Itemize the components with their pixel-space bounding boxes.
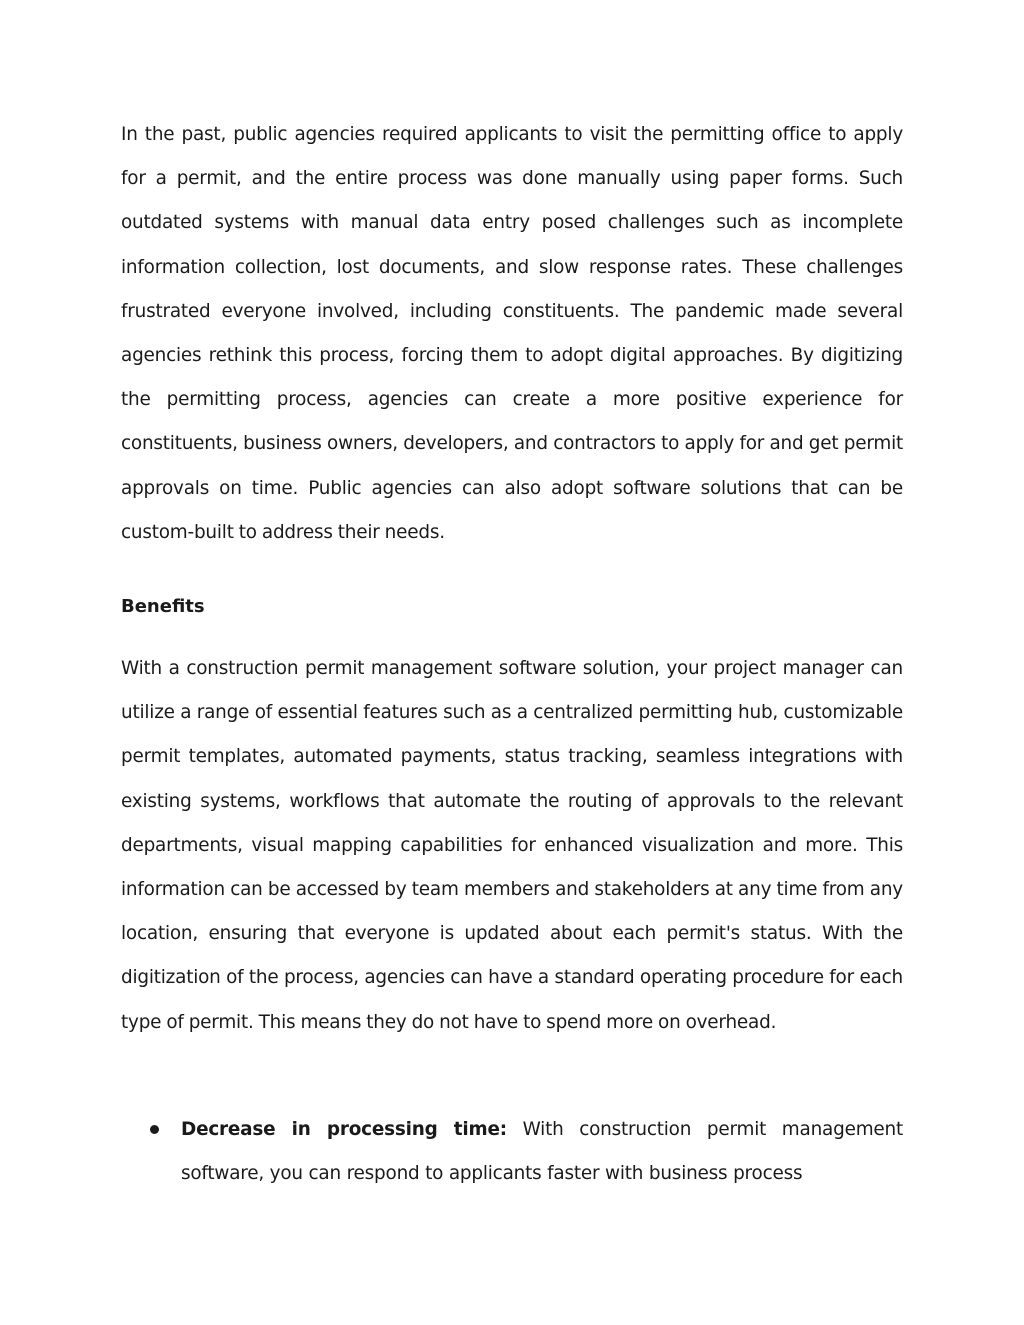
bullet-title: Decrease in processing time: bbox=[181, 1119, 507, 1140]
bullet-text: With construction permit management software, you can respond to applicants faster with business process bbox=[181, 1119, 903, 1185]
benefits-bullet-list bbox=[121, 1108, 903, 1196]
benefits-paragraph: With a construction permit management software solution, your project manager can utilize a range of essential features such as a centralized permitting hub, customizable permit templates, automated payments, status tracking, seamless integrations with existing systems, workflows that automate the routing of approvals to the relevant departments, visual mapping capabilities for enhanced visualization and more. This information can be accessed by team members and stakeholders at any time from any location, ensuring that everyone is updated about each permit's status. With the digitization of the process, agencies can have a standard operating procedure for each type of permit. This means they do not have to spend more on overhead. bbox=[121, 658, 903, 1033]
list-item bbox=[121, 1108, 903, 1196]
benefits-heading: Benefits bbox=[121, 596, 205, 617]
intro-paragraph: In the past, public agencies required applicants to visit the permitting office to apply for a permit, and the entire process was done manually using paper forms. Such outdated systems with manual data entry posed challenges such as incomplete information collection, lost documents, and slow response rates. These challenges frustrated everyone involved, including constituents. The pandemic made several agencies rethink this process, forcing them to adopt digital approaches. By digitizing the permitting process, agencies can create a more positive experience for constituents, business owners, developers, and contractors to apply for and get permit approvals on time. Public agencies can also adopt software solutions that can be custom-built to address their needs. bbox=[121, 124, 903, 543]
bullet-icon bbox=[150, 1125, 159, 1134]
